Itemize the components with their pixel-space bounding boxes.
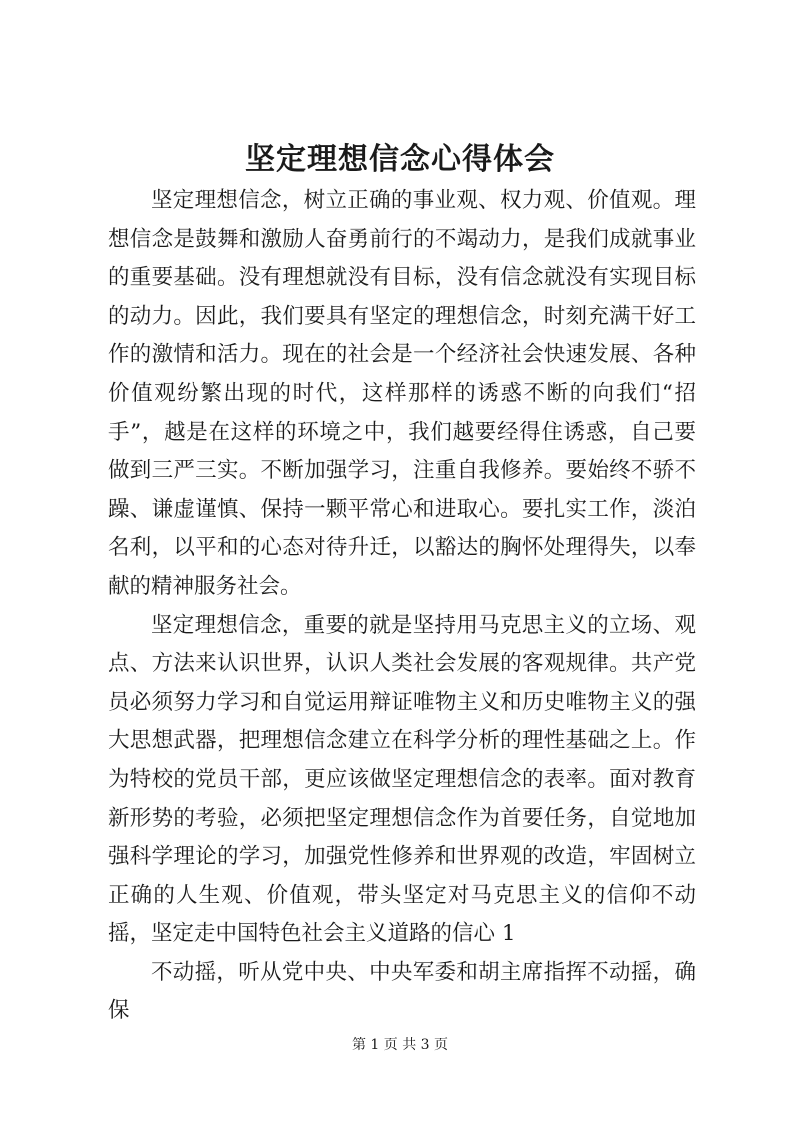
document-body bbox=[108, 182, 696, 1031]
paragraph-1: 坚定理想信念，树立正确的事业观、权力观、价值观。理想信念是鼓舞和激励人奋勇前行的不竭动力，是我们成就事业的重要基础。没有理想就没有目标，没有信念就没有实现目标的动力。因此，我们要具有坚定的理想信念，时刻充满干好工作的激情和活力。现在的社会是一个经济社会快速发展、各种价值观纷繁出现的时代，这样那样的诱惑不断的向我们“招手”，越是在这样的环境之中，我们越要经得住诱惑，自己要做到三严三实。不断加强学习，注重自我修养。要始终不骄不躁、谦虚谨慎、保持一颗平常心和进取心。要扎实工作，淡泊名利，以平和的心态对待升迁，以豁达的胸怀处理得失，以奉献的精神服务社会。 bbox=[108, 188, 696, 599]
paragraph-3: 不动摇，听从党中央、中央军委和胡主席指挥不动摇，确保 bbox=[108, 959, 696, 1024]
document-title: 坚定理想信念心得体会 bbox=[245, 142, 555, 177]
page-number-footer: 第 1 页 共 3 页 bbox=[351, 1037, 449, 1053]
paragraph-2: 坚定理想信念，重要的就是坚持用马克思主义的立场、观点、方法来认识世界，认识人类社会发展的客观规律。共产党员必须努力学习和自觉运用辩证唯物主义和历史唯物主义的强大思想武器，把理想信念建立在科学分析的理性基础之上。作为特校的党员干部，更应该做坚定理想信念的表率。面对教育新形势的考验，必须把坚定理想信念作为首要任务，自觉地加强科学理论的学习，加强党性修养和世界观的改造，牢固树立正确的人生观、价值观，带头坚定对马克思主义的信仰不动摇，坚定走中国特色社会主义道路的信心 1 bbox=[108, 612, 696, 947]
